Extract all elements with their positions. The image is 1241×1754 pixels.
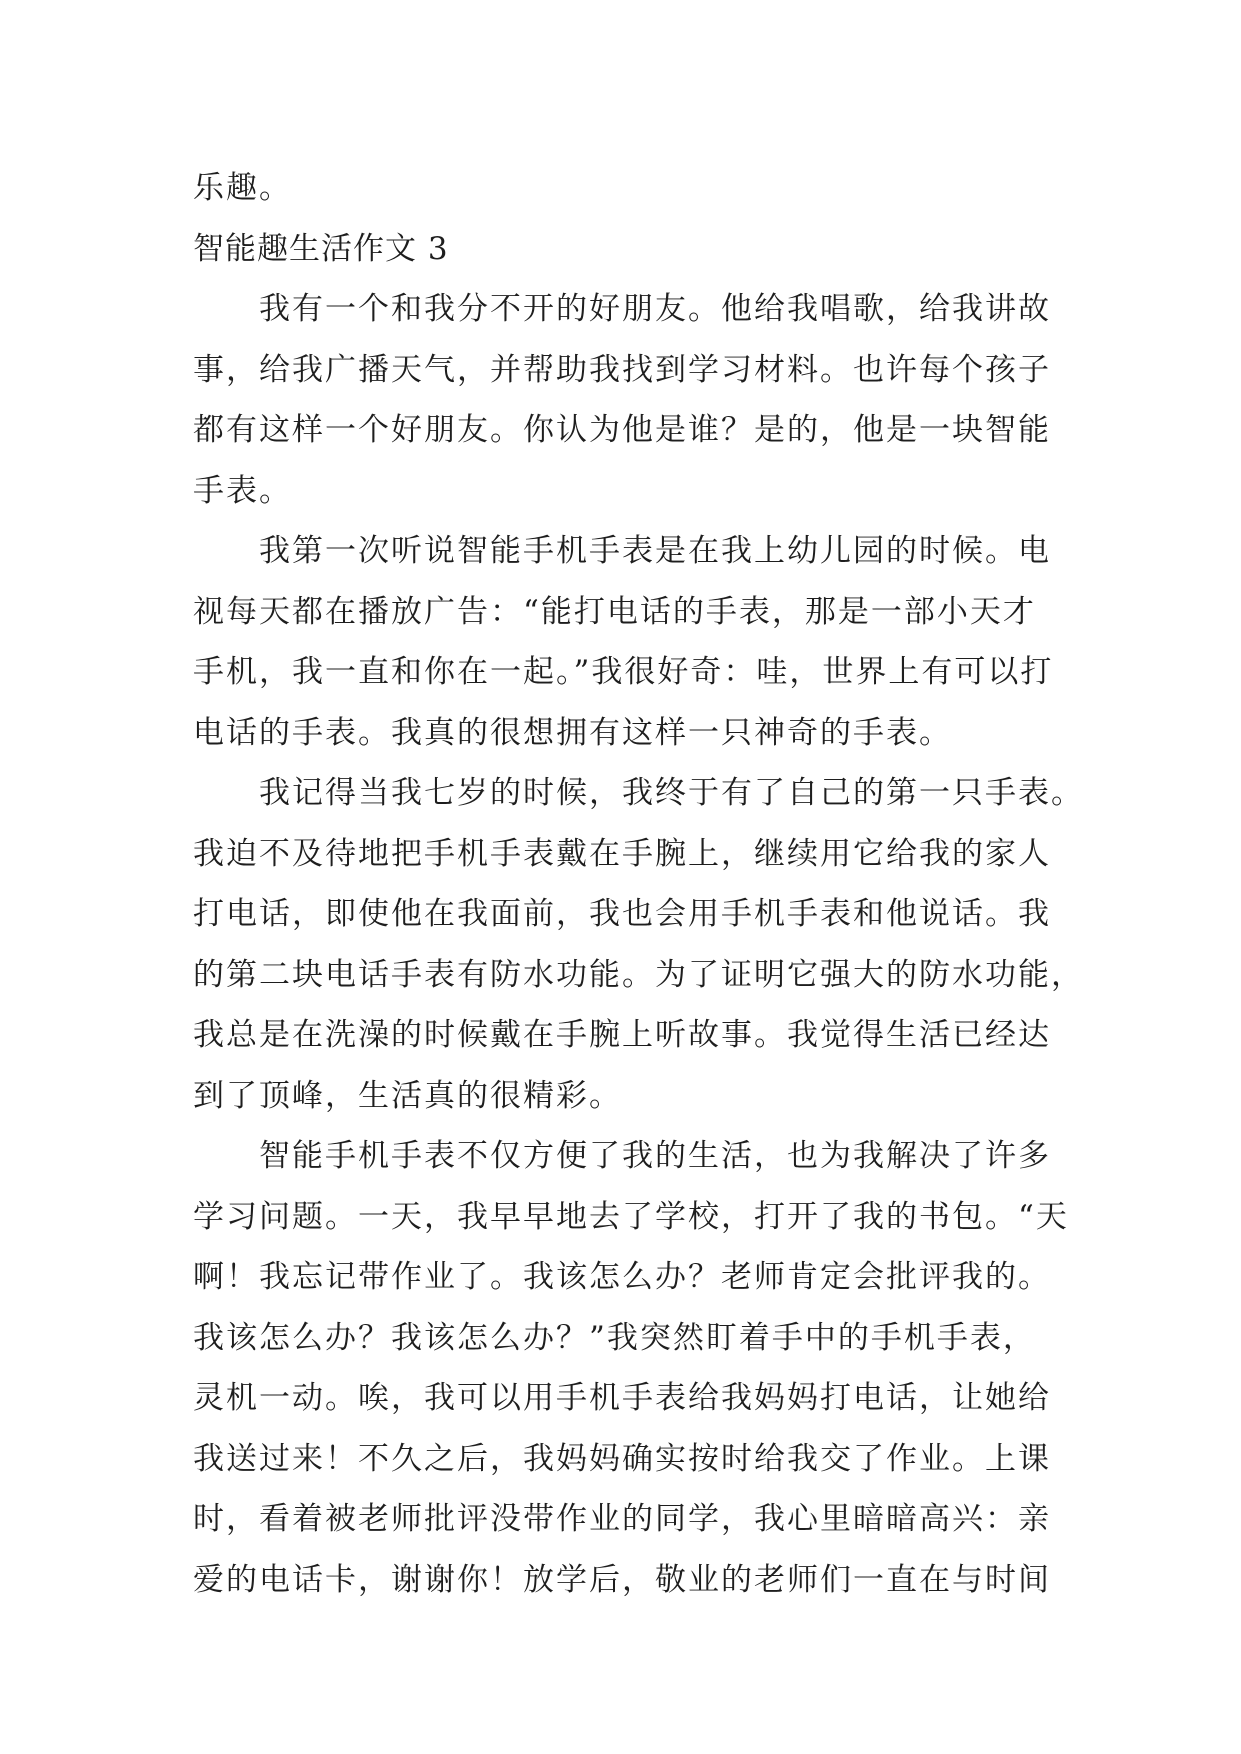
text-line: 我送过来！不久之后，我妈妈确实按时给我交了作业。上课 <box>193 1440 1051 1477</box>
text-line: 我记得当我七岁的时候，我终于有了自己的第一只手表。 <box>193 775 1084 811</box>
text-line: 灵机一动。唉，我可以用手机手表给我妈妈打电话，让她给 <box>193 1380 1051 1416</box>
text-line: 事，给我广播天气，并帮助我找到学习材料。也许每个孩子 <box>193 351 1051 388</box>
text-line: 时，看着被老师批评没带作业的同学，我心里暗暗高兴：亲 <box>193 1501 1051 1537</box>
text-line: 的第二块电话手表有防水功能。为了证明它强大的防水功能， <box>193 956 1084 993</box>
text-line: 我第一次听说智能手机手表是在我上幼儿园的时候。电 <box>193 533 1051 569</box>
text-line: 打电话，即使他在我面前，我也会用手机手表和他说话。我 <box>193 896 1051 932</box>
text-line: 我迫不及待地把手机手表戴在手腕上，继续用它给我的家人 <box>193 835 1051 872</box>
text-line: 我总是在洗澡的时候戴在手腕上听故事。我觉得生活已经达 <box>193 1017 1051 1053</box>
text-line: 我该怎么办？我该怎么办？”我突然盯着手中的手机手表， <box>193 1319 1036 1356</box>
text-line: 啊！我忘记带作业了。我该怎么办？老师肯定会批评我的。 <box>193 1259 1051 1295</box>
text-line: 我有一个和我分不开的好朋友。他给我唱歌，给我讲故 <box>193 291 1051 327</box>
text-line: 手表。 <box>193 472 292 509</box>
text-line: 乐趣。 <box>193 170 292 206</box>
text-line: 爱的电话卡，谢谢你！放学后，敬业的老师们一直在与时间 <box>193 1561 1051 1598</box>
text-line: 到了顶峰，生活真的很精彩。 <box>193 1077 622 1114</box>
text-line: 手机，我一直和你在一起。”我很好奇：哇，世界上有可以打 <box>193 654 1054 690</box>
text-line: 视每天都在播放广告：“能打电话的手表，那是一部小天才 <box>193 593 1036 630</box>
text-line: 智能手机手表不仅方便了我的生活，也为我解决了许多 <box>193 1138 1051 1174</box>
text-line: 电话的手表。我真的很想拥有这样一只神奇的手表。 <box>193 714 952 751</box>
section-title: 智能趣生活作文 3 <box>193 230 449 267</box>
document-page <box>193 158 1084 1610</box>
text-line: 学习问题。一天，我早早地去了学校，打开了我的书包。“天 <box>193 1198 1069 1235</box>
text-line: 都有这样一个好朋友。你认为他是谁？是的，他是一块智能 <box>193 412 1051 448</box>
